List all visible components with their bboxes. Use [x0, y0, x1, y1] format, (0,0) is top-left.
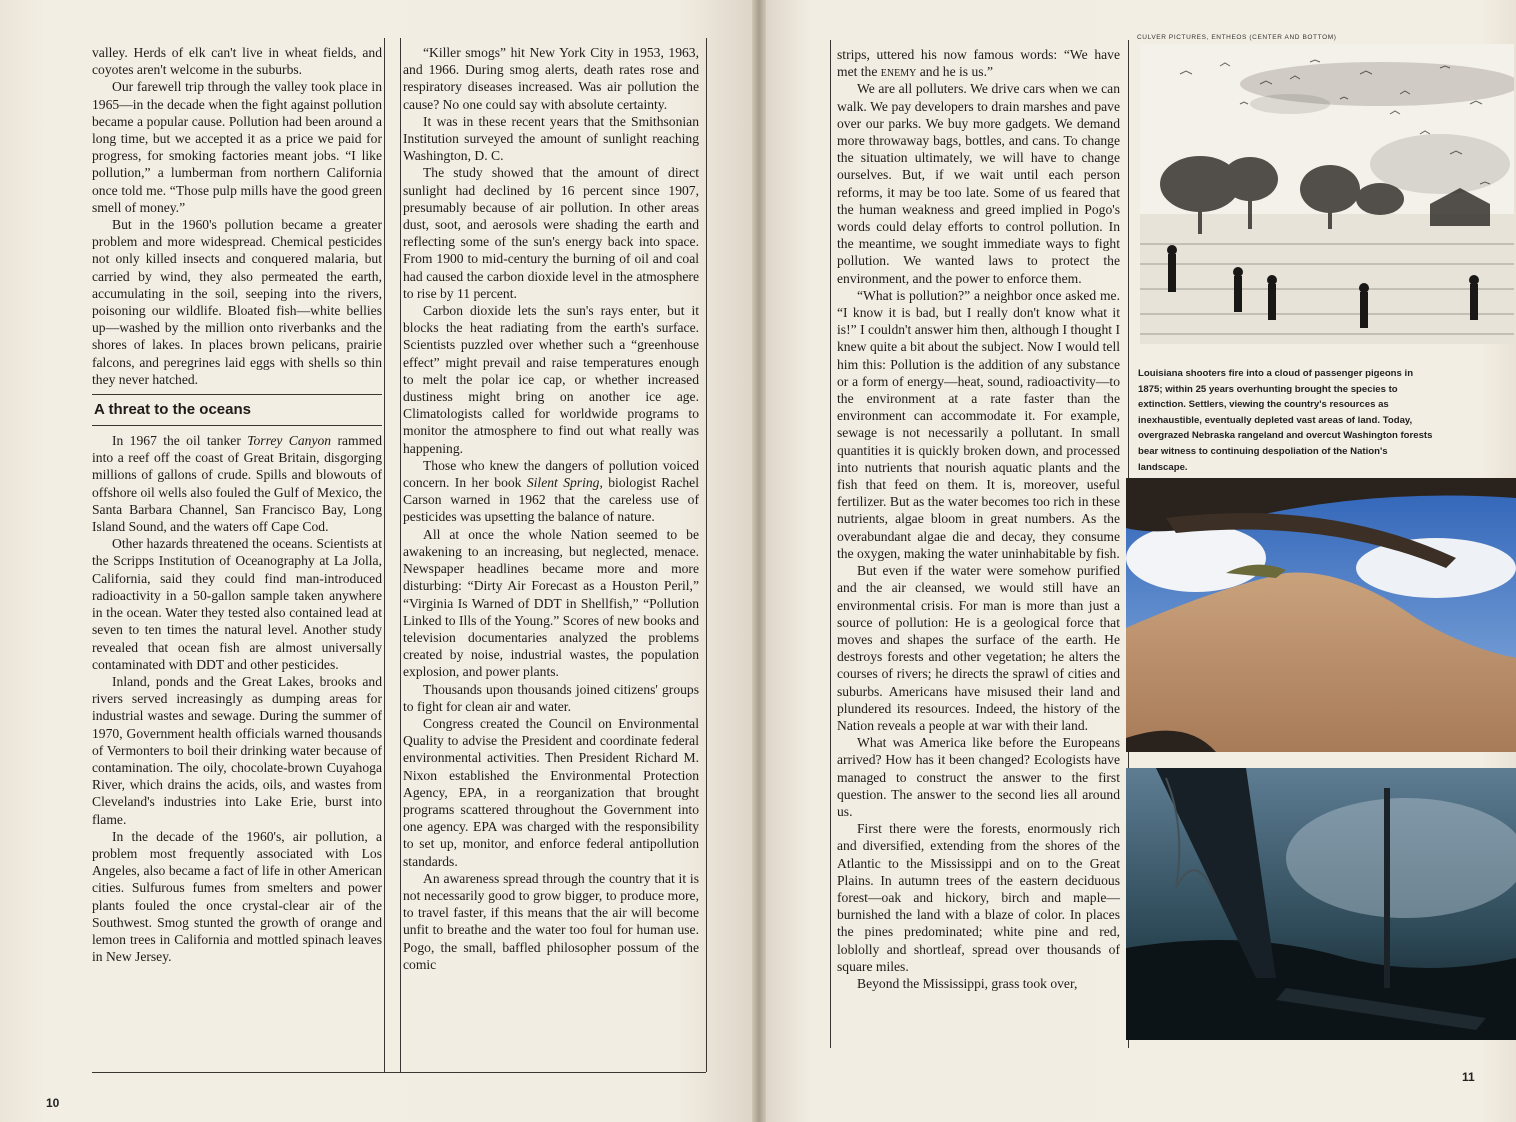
subhead-rule [92, 394, 382, 395]
paragraph: But in the 1960's pollution became a greater problem and more widespread. Chemical pesticides not only killed insects and conquered malaria, but carried by wind, they also permeated the earth, accumulating in the soil, seeping into the rivers, poisoning our wildlife. Bloated fish—white bellies up—washed by the million onto riverbanks and the shores of lakes. In places brown pelicans, prairie falcons, and peregrines laid eggs with shells so thin they never hatched. [92, 217, 382, 387]
ship-name: Torrey Canyon [247, 433, 332, 449]
text-run: strips, uttered his now famous words: “We have met the [837, 47, 1120, 80]
section-subhead: A threat to the oceans [94, 401, 251, 419]
paragraph: valley. Herds of elk can't live in wheat fields, and coyotes aren't welcome in the suburbs. [92, 45, 382, 78]
paragraph: First there were the forests, enormously rich and diversified, extending from the shores of the Atlantic to the Mississippi and on to the Great Plains. In autumn trees of the eastern deciduous forest—oak and hickory, birch and maple—burnished the land with a blaze of color. In places the pines predominated; white pine and red, loblolly and shortleaf, spread over thousands of square miles. [837, 821, 1120, 974]
paragraph: The study showed that the amount of direct sunlight had declined by 16 percent since 1907, presumably because of air pollution. In other areas dust, soot, and aerosols were shading the earth and reflecting some of the sun's energy back into space. From 1900 to mid-century the burning of oil and coal had caused the carbon dioxide level in the atmosphere to rise by 11 percent. [403, 165, 699, 301]
column-rule [830, 40, 831, 1048]
paragraph [92, 432, 382, 535]
paragraph [403, 457, 699, 526]
paragraph: An awareness spread through the country that it is not necessarily good to grow bigger, to produce more, to travel faster, if this means that the air will become unfit to breathe and the water too foul for human use. Pogo, the small, baffled philosopher possum of the comic [403, 870, 699, 972]
book-title: Silent Spring [526, 475, 600, 491]
engraving-pigeon-shoot [1140, 44, 1514, 344]
subhead-rule [92, 425, 382, 426]
column-rule [400, 38, 401, 1072]
paragraph: “Killer smogs” hit New York City in 1953, 1963, and 1966. During smog alerts, death rates rose and respiratory diseases increased. Was air pollution the cause? No one could say with absolute certainty. [403, 45, 699, 112]
paragraph: What was America like before the Europeans arrived? How has it been changed? Ecologists have managed to construct the answer to the first question. The answer to the second lies all around us. [837, 735, 1120, 819]
paragraph: Other hazards threatened the oceans. Scientists at the Scripps Institution of Oceanography at La Jolla, California, said they could find man-introduced radioactivity in a 50-gallon sample taken anywhere in the ocean. Water they tested also contained lead at seven to ten times the natural level. Another study revealed that ocean fish are almost universally contaminated with DDT and other pesticides. [92, 536, 382, 672]
article-column-1 [92, 44, 382, 965]
article-column-2 [403, 44, 699, 973]
column-rule [384, 38, 385, 1072]
paragraph: Carbon dioxide lets the sun's rays enter, but it blocks the heat radiating from the earth's surface. Scientists puzzled over whether such a “greenhouse effect” might prevail and raise temperatures enough to melt the polar ice cap, or whether increased dustiness might bring on another ice age. Climatologists called for worldwide programs to monitor the atmosphere to find out what really was happening. [403, 303, 699, 456]
page-number-left: 10 [46, 1096, 60, 1110]
text-run: rammed into a reef off the coast of Great Britain, disgorging millions of gallons of crude. Spills and blowouts of offshore oil wells also fouled the Gulf of Mexico, the Santa Barbara Channel, San Francisco Bay, Long Island Sound, and the waters off Cape Cod. [92, 433, 382, 535]
article-column-3 [837, 46, 1120, 992]
paragraph: But even if the water were somehow purified and the air cleansed, we would still have an environmental crisis. For man is more than just a source of pollution: He is a geological force that moves and shapes the surface of the earth. He destroys forests and other vegetation; he alters the courses of rivers; he directs the sprawl of cities and suburbs. Americans have misused their land and plundered its resources. Indeed, the history of the Nation reveals a people at war with their land. [837, 563, 1120, 733]
photo-overgrazed-rangeland [1126, 478, 1516, 752]
paragraph: It was in these recent years that the Smithsonian Institution surveyed the amount of sunlight reaching Washington, D. C. [403, 113, 699, 164]
photo-overcut-forest [1126, 768, 1516, 1040]
text-run: Those who knew the dangers of pollution voiced concern. In her book [403, 457, 699, 491]
paragraph: Congress created the Council on Environmental Quality to advise the President and coordinate federal environmental activities. Then President Richard M. Nixon established the Environmental Protection Agency, EPA, in a reorganization that brought programs scattered throughout the Government into one agency. EPA was charged with the responsibility to set up, monitor, and enforce federal antipollution standards. [403, 715, 699, 869]
paragraph: Thousands upon thousands joined citizens' groups to fight for clean air and water. [403, 681, 699, 714]
photo-caption: Louisiana shooters fire into a cloud of passenger pigeons in 1875; within 25 years overhunting brought the species to extinction. Settlers, viewing the country's resources as inexhaustible, eventually depleted vast areas of land. Today, overgrazed Nebraska rangeland and overcut Washington forests bear witness to continuing despoliation of the Nation's landscape. [1138, 368, 1433, 473]
paragraph: Beyond the Mississippi, grass took over, [857, 975, 1078, 991]
paragraph: All at once the whole Nation seemed to be awakening to an increasing, but neglected, menace. Newspaper headlines became more and more disturbing: “Dirty Air Forecast as a Houston Peril,” “Virginia Is Warned of DDT in Shellfish,” “Pollution Linked to Ills of the Young.” Scores of new books and television documentaries analyzed the problems created by noise, industrial wastes, the population explosion, and power plants. [403, 526, 699, 680]
bottom-rule [92, 1072, 706, 1073]
column-rule [706, 38, 707, 1072]
text-run: In 1967 the oil tanker [112, 433, 248, 449]
binding-gutter [752, 0, 766, 1122]
paragraph: Inland, ponds and the Great Lakes, brooks and rivers served increasingly as dumping areas for industrial wastes and sewage. During the summer of 1970, Government health officials warned thousands of Vermonters to boil their drinking water because of contamination. The oily, chocolate-brown Cuyahoga River, which drains the acids, oils, and wastes from Cleveland's industries into Lake Erie, burst into flame. [92, 673, 382, 827]
paragraph: In the decade of the 1960's, air pollution, a problem most frequently associated with Los Angeles, also became a fact of life in other American cities. Sulfurous fumes from smelters and power plants fouled the once crystal-clear air of the Southwest. Smog stunted the growth of orange and lemon trees in California and mottled spinach leaves in New Jersey. [92, 828, 382, 965]
paragraph: Our farewell trip through the valley took place in 1965—in the decade when the fight against pollution became a popular cause. Pollution had been around a long time, but we accepted it as a price we paid for progress, for smoking factories meant jobs. “I like pollution,” a lumberman from northern California once told me. “Those pulp mills have the good green smell of money.” [92, 79, 382, 215]
text-run: , biologist Rachel Carson warned in 1962 that the careless use of pesticides was upsetting the balance of nature. [403, 475, 699, 525]
photo-credit: CULVER PICTURES, ENTHEOS (CENTER AND BOTTOM) [1137, 34, 1337, 41]
paragraph: “What is pollution?” a neighbor once asked me. “I know it is bad, but I really don't know what it is!” I couldn't answer him then, although I thought I knew quite a bit about the subject. Now I would tell him this: Pollution is the addition of any substance or a form of energy—heat, sound, radioactivity—to the environment at a rate faster than the environment can accommodate it. For example, sewage is not necessarily a pollutant. In small quantities it is quickly broken down, and processed into nutrients that nourish aquatic plants and the fish that feed on them. It is, moreover, useful fertilizer. But as the water becomes too rich in these nutrients, algae bloom in great numbers. As the overabundant algae die and decay, they consume the oxygen, making the water uninhabitable by fish. [837, 287, 1120, 561]
paragraph [837, 46, 1120, 80]
text-run: and he is us.” [916, 64, 993, 80]
paragraph: We are all polluters. We drive cars when we can walk. We pay developers to drain marshes and pave over our parks. We buy more gadgets. We demand more throwaway bags, bottles, and cans. To change the situation ultimately, we will have to change ourselves. But, if we wait until each person reforms, it may be too late. Some of us feared that the human weakness and greed implied in Pogo's words could delay efforts to control pollution. In the meantime, we sought immediate ways to fight pollution. We wanted laws to protect the environment, and the power to enforce them. [837, 81, 1120, 286]
smallcaps-word: enemy [880, 64, 917, 80]
page-number-right: 11 [1462, 1070, 1475, 1084]
